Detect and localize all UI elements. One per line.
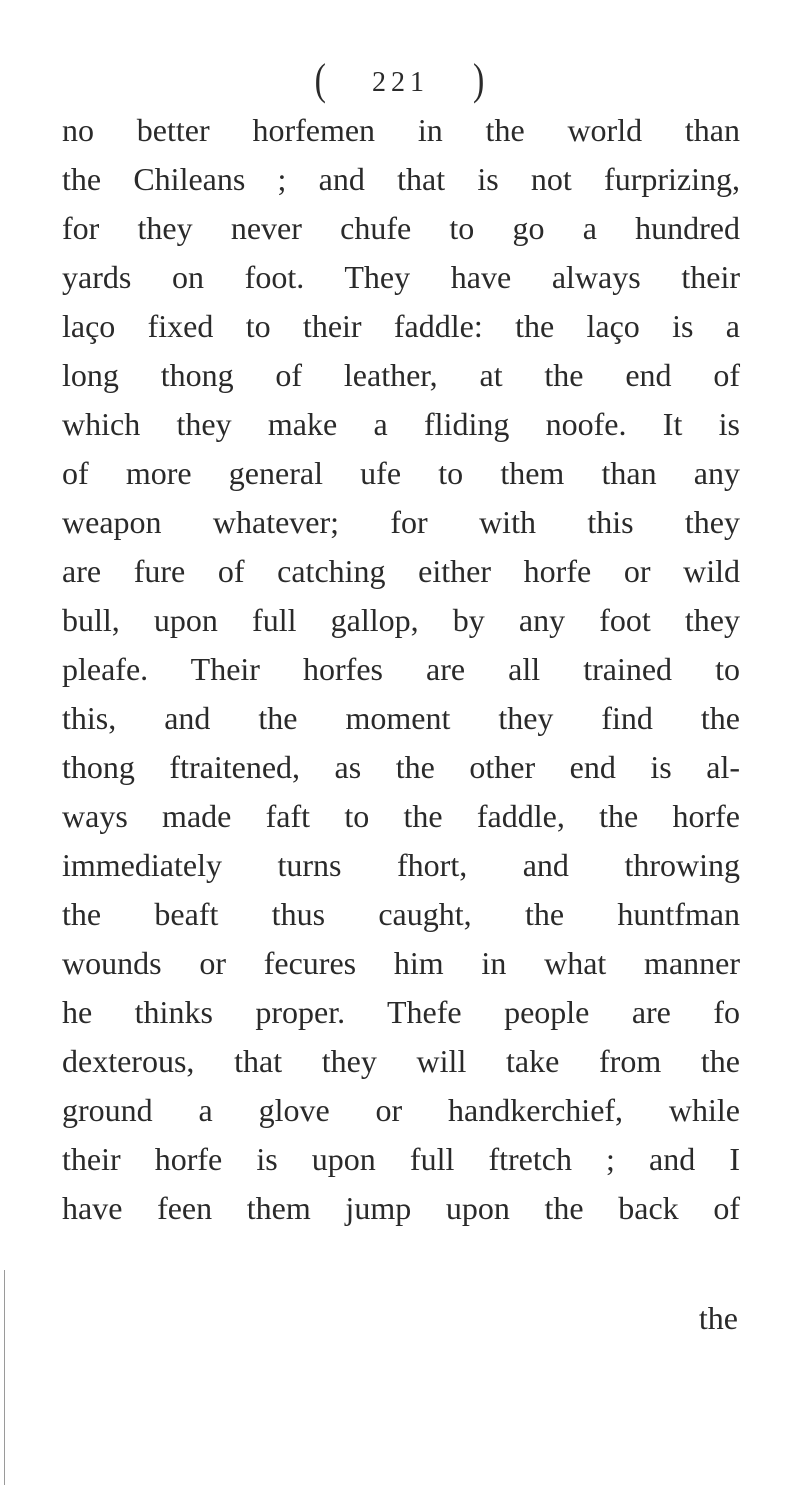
text-line: wounds or fecures him in what manner [62,945,740,981]
text-line: no better horfemen in the world than [62,112,740,148]
text-line: the Chileans ; and that is not furprizing, [62,161,740,197]
text-line: this, and the moment they find the [62,700,740,736]
open-parenthesis: ( [314,56,328,105]
text-line: dexterous, that they will take from the [62,1043,740,1079]
text-line: ways made faft to the faddle, the horfe [62,798,740,834]
text-line: weapon whatever; for with this they [62,504,740,540]
text-line: pleafe. Their horfes are all trained to [62,651,740,687]
text-line: the beaft thus caught, the huntfman [62,896,740,932]
text-line: yards on foot. They have always their [62,259,740,295]
gutter-shadow-line [4,1270,5,1485]
text-line: ground a glove or handkerchief, while [62,1092,740,1128]
text-line: immediately turns fhort, and throwing [62,847,740,883]
text-line: which they make a fliding noofe. It is [62,406,740,442]
text-line: thong ftraitened, as the other end is al- [62,749,740,785]
text-line: for they never chufe to go a hundred [62,210,740,246]
text-line: bull, upon full gallop, by any foot they [62,602,740,638]
text-line: have feen them jump upon the back of [62,1190,740,1226]
catchword: the [698,1300,738,1336]
close-parenthesis: ) [473,56,487,105]
text-line: of more general ufe to them than any [62,455,740,491]
page-header [0,56,801,105]
text-line: are fure of catching either horfe or wild [62,553,740,589]
text-line: laço fixed to their faddle: the laço is a [62,308,740,344]
page-number: 221 [372,67,429,98]
text-line: long thong of leather, at the end of [62,357,740,393]
text-line: he thinks proper. Thefe people are fo [62,994,740,1030]
text-line: their horfe is upon full ftretch ; and I [62,1141,740,1177]
